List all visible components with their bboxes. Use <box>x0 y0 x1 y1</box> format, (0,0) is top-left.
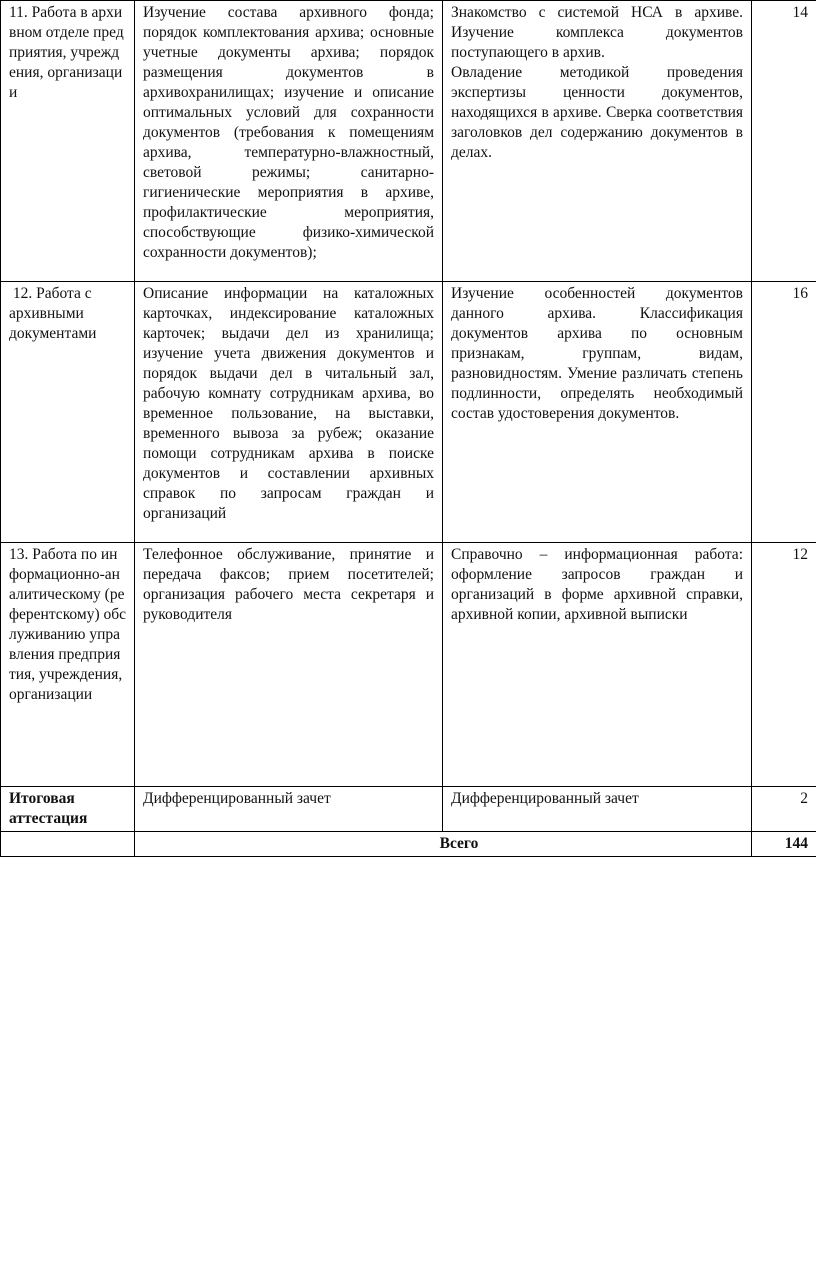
section-name: 11. Работа в архивном отделе предприятия, учреждения, организации <box>1 1 135 282</box>
table-row <box>1 282 816 543</box>
section-hours: 12 <box>752 543 816 787</box>
section-skills: Справочно – информационная работа: оформление запросов граждан и организаций в форме архивной справки, архивной копии, архивной выписки <box>443 543 752 787</box>
section-name: 13. Работа по информационно-аналитическому (референтскому) обслуживанию управления предприятия, учреждения, организации <box>1 543 135 787</box>
section-skills: Знакомство с системой НСА в архиве. Изучение комплекса документов поступающего в архив. Овладение методикой проведения экспертизы ценности документов, находящихся в архиве. Сверка соответствия заголовков дел содержанию документов в делах. <box>443 1 752 282</box>
section-name: 12. Работа с архивными документами <box>1 282 135 543</box>
total-empty-cell <box>1 832 135 857</box>
table-row <box>1 1 816 282</box>
final-attestation-label: Итоговая аттестация <box>1 787 135 832</box>
final-attestation-row <box>1 787 816 832</box>
table-row <box>1 543 816 787</box>
section-hours: 14 <box>752 1 816 282</box>
final-attestation-content: Дифференцированный зачет <box>135 787 443 832</box>
section-content: Изучение состава архивного фонда; порядок комплектования архива; основные учетные документы архива; порядок размещения документов в архивохранилищах; изучение и описание оптимальных условий для сохранности документов (требования к помещениям архива, температурно-влажностный, световой режимы; санитарно-гигиенические мероприятия в архиве, профилактические мероприятия, способствующие физико-химической сохранности документов); <box>135 1 443 282</box>
final-attestation-skills: Дифференцированный зачет <box>443 787 752 832</box>
total-row <box>1 832 816 857</box>
section-hours: 16 <box>752 282 816 543</box>
section-content: Описание информации на каталожных карточках, индексирование каталожных карточек; выдачи дел из хранилища; изучение учета движения документов и порядок выдачи дел в читальный зал, рабочую комнату сотрудникам архива, во временное пользование, на выставки, временного вывоза за рубеж; оказание помощи сотрудникам архива в поиске документов и составлении архивных справок по запросам граждан и организаций <box>135 282 443 543</box>
total-label: Всего <box>135 832 752 857</box>
section-content: Телефонное обслуживание, принятие и передача факсов; прием посетителей; организация рабочего места секретаря и руководителя <box>135 543 443 787</box>
total-hours: 144 <box>752 832 816 857</box>
section-skills: Изучение особенностей документов данного архива. Классификация документов архива по основным признакам, группам, видам, разновидностям. Умение различать степень подлинности, определять необходимый состав удостоверения документов. <box>443 282 752 543</box>
final-attestation-hours: 2 <box>752 787 816 832</box>
